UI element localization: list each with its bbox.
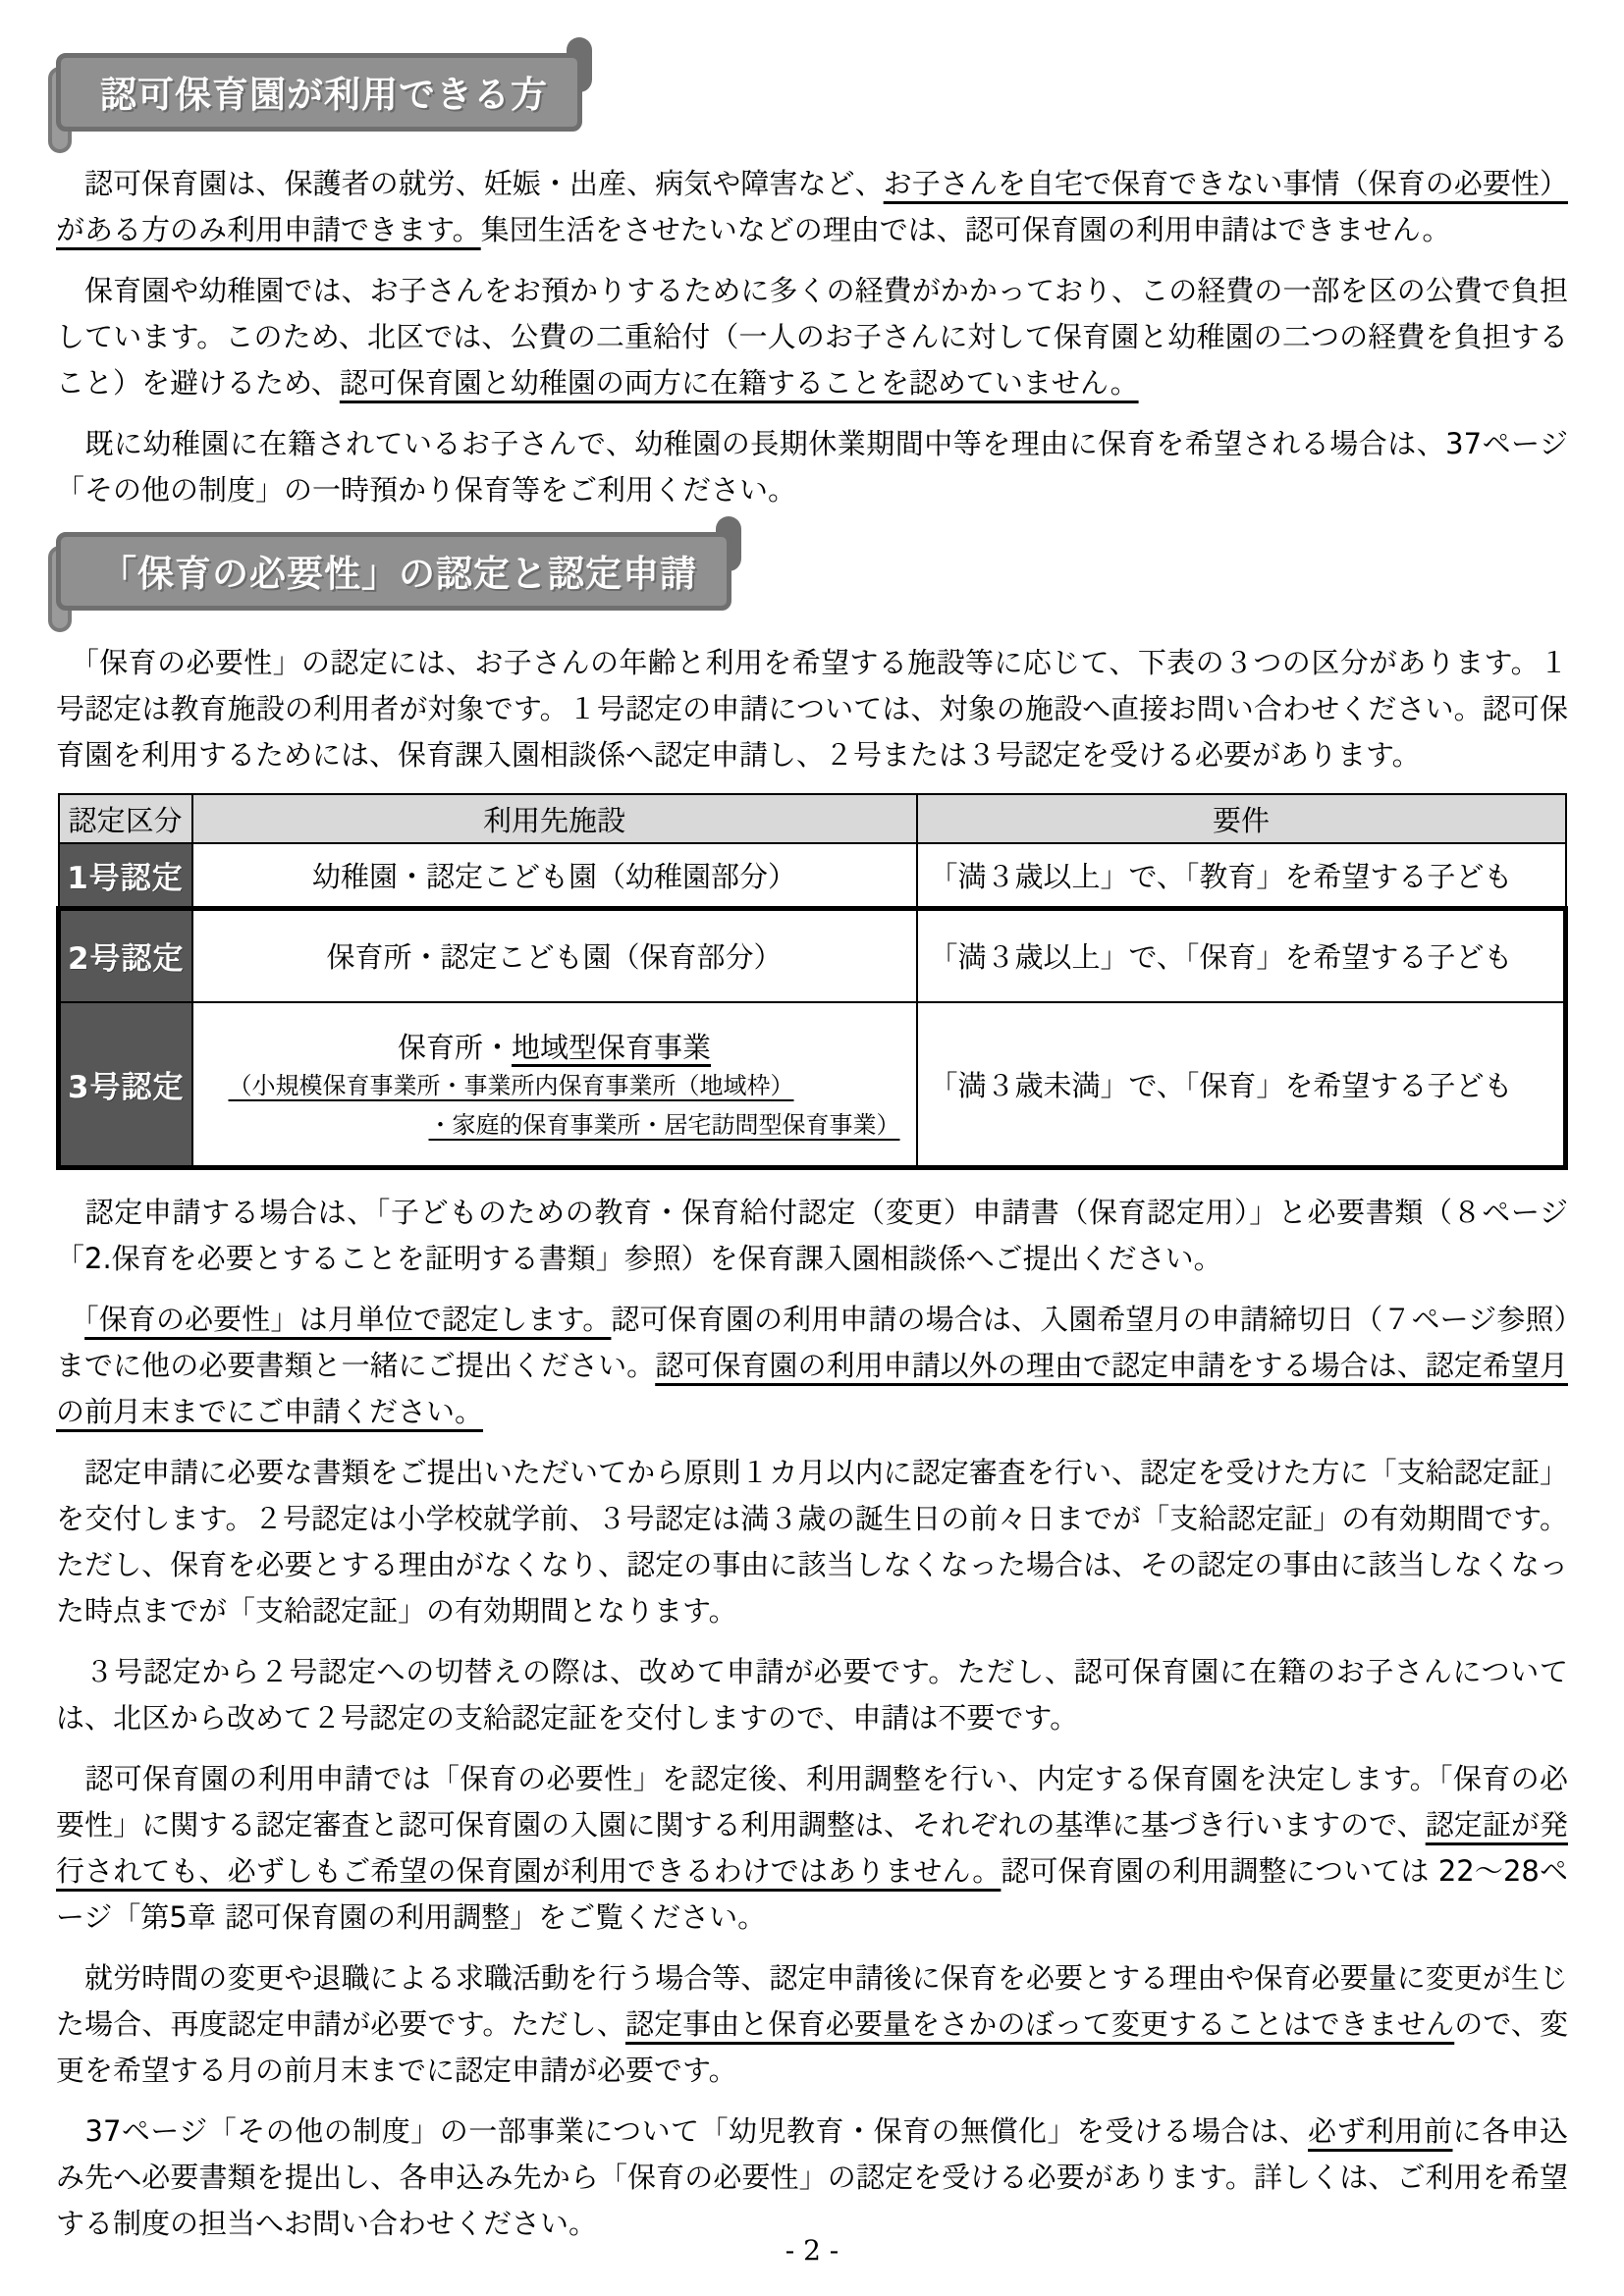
paragraph-certification-7: 就労時間の変更や退職による求職活動を行う場合等、認定申請後に保育を必要とする理由や保育必要量に変更が生じた場合、再度認定申請が必要です。ただし、認定事由と保育必要量をさかのぼって変更することはできませんので、変更を希望する月の前月末までに認定申請が必要です。 xyxy=(56,1960,1568,2087)
page-footer xyxy=(0,2234,1624,2267)
category-cell-type2: 2号認定 xyxy=(59,908,192,1002)
paragraph-certification-5: ３号認定から２号認定への切替えの際は、改めて申請が必要です。ただし、認可保育園に在籍のお子さんについては、北区から改めて２号認定の支給認定証を交付しますので、申請は不要です。 xyxy=(56,1654,1568,1735)
certification-category-table xyxy=(56,793,1568,1170)
section-banner-eligibility xyxy=(56,53,582,132)
paragraph-certification-intro: 「保育の必要性」の認定には、お子さんの年齢と利用を希望する施設等に応じて、下表の３つの区分があります。１号認定は教育施設の利用者が対象です。１号認定の申請については、対象の施設へ直接お問い合わせください。認可保育園を利用するためには、保育課入園相談係へ認定申請し、２号または３号認定を受ける必要があります。 xyxy=(56,646,1568,772)
facility-cell-type2: 保育所・認定こども園（保育部分） xyxy=(192,908,917,1002)
paragraph-certification-2: 認定申請する場合は、「子どものための教育・保育給付認定（変更）申請書（保育認定用）」と必要書類（８ページ「2.保育を必要とすることを証明する書類」参照）を保育課入園相談係へご提出ください。 xyxy=(56,1195,1568,1275)
facility-sub-text-line1: （小規模保育事業所・事業所内保育事業所（地域枠） xyxy=(228,1071,794,1099)
facility-main-text: 保育所・地域型保育事業 xyxy=(397,1030,712,1064)
paragraph-certification-4: 認定申請に必要な書類をご提出いただいてから原則１カ月以内に認定審査を行い、認定を受けた方に「支給認定証」を交付します。２号認定は小学校就学前、３号認定は満３歳の誕生日の前々日までが「支給認定証」の有効期間です。ただし、保育を必要とする理由がなくなり、認定の事由に該当しなくなった場合は、その認定の事由に該当しなくなった時点までが「支給認定証」の有効期間となります。 xyxy=(56,1455,1568,1628)
table-row-type1 xyxy=(59,843,1566,908)
facility-cell-type1: 幼稚園・認定こども園（幼稚園部分） xyxy=(192,843,917,908)
facility-cell-type3 xyxy=(192,1002,917,1167)
requirement-cell-type3: 「満３歳未満」で、「保育」を希望する子ども xyxy=(917,1002,1566,1167)
section-title-eligibility: 認可保育園が利用できる方 xyxy=(56,53,582,132)
facility-sub-text-line2: ・家庭的保育事業所・居宅訪問型保育事業） xyxy=(428,1110,900,1139)
requirement-cell-type1: 「満３歳以上」で、「教育」を希望する子ども xyxy=(917,843,1566,908)
paragraph-eligibility-1: 認可保育園は、保護者の就労、妊娠・出産、病気や障害など、お子さんを自宅で保育できない事情（保育の必要性）がある方のみ利用申請できます。集団生活をさせたいなどの理由では、認可保育園の利用申請はできません。 xyxy=(56,167,1568,246)
table-row-type3 xyxy=(59,1002,1566,1167)
page-number: - 2 - xyxy=(785,2234,839,2267)
column-header-category: 認定区分 xyxy=(59,794,192,843)
paragraph-certification-3: 「保育の必要性」は月単位で認定します。認可保育園の利用申請の場合は、入園希望月の申請締切日（７ページ参照）までに他の必要書類と一緒にご提出ください。認可保育園の利用申請以外の理由で認定申請をする場合は、認定希望月の前月末までにご申請ください。 xyxy=(56,1302,1569,1428)
section-certification xyxy=(56,528,1568,2247)
category-cell-type3: 3号認定 xyxy=(59,1002,192,1167)
section-eligibility xyxy=(56,49,1568,513)
section-title-certification: 「保育の必要性」の認定と認定申請 xyxy=(56,532,731,611)
requirement-cell-type2: 「満３歳以上」で、「保育」を希望する子ども xyxy=(917,908,1566,1002)
table-header-row xyxy=(59,794,1566,843)
paragraph-eligibility-2: 保育園や幼稚園では、お子さんをお預かりするために多くの経費がかかっており、この経費の一部を区の公費で負担しています。このため、北区では、公費の二重給付（一人のお子さんに対して保育園と幼稚園の二つの経費を負担すること）を避けるため、認可保育園と幼稚園の両方に在籍することを認めていません。 xyxy=(56,274,1568,400)
row-group-type1 xyxy=(59,843,1566,908)
column-header-requirement: 要件 xyxy=(917,794,1566,843)
paragraph-eligibility-3: 既に幼稚園に在籍されているお子さんで、幼稚園の長期休業期間中等を理由に保育を希望される場合は、37ページ「その他の制度」の一時預かり保育等をご利用ください。 xyxy=(56,427,1568,507)
category-cell-type1: 1号認定 xyxy=(59,843,192,908)
column-header-facility: 利用先施設 xyxy=(192,794,917,843)
paragraph-certification-6: 認可保育園の利用申請では「保育の必要性」を認定後、利用調整を行い、内定する保育園を決定します。「保育の必要性」に関する認定審査と認可保育園の入園に関する利用調整は、それぞれの基準に基づき行いますので、認定証が発行されても、必ずしもご希望の保育園が利用できるわけではありません。認可保育園の利用調整については 22～28ページ「第5章 認可保育園の利用調整」をご覧ください。 xyxy=(56,1761,1568,1934)
paragraph-certification-8: 37ページ「その他の制度」の一部事業について「幼児教育・保育の無償化」を受ける場合は、必ず利用前に各申込み先へ必要書類を提出し、各申込み先から「保育の必要性」の認定を受ける必要があります。詳しくは、ご利用を希望する制度の担当へお問い合わせください。 xyxy=(56,2113,1568,2240)
table-row-type2 xyxy=(59,908,1566,1002)
row-group-type2-3 xyxy=(59,908,1566,1167)
section-banner-certification xyxy=(56,532,731,611)
